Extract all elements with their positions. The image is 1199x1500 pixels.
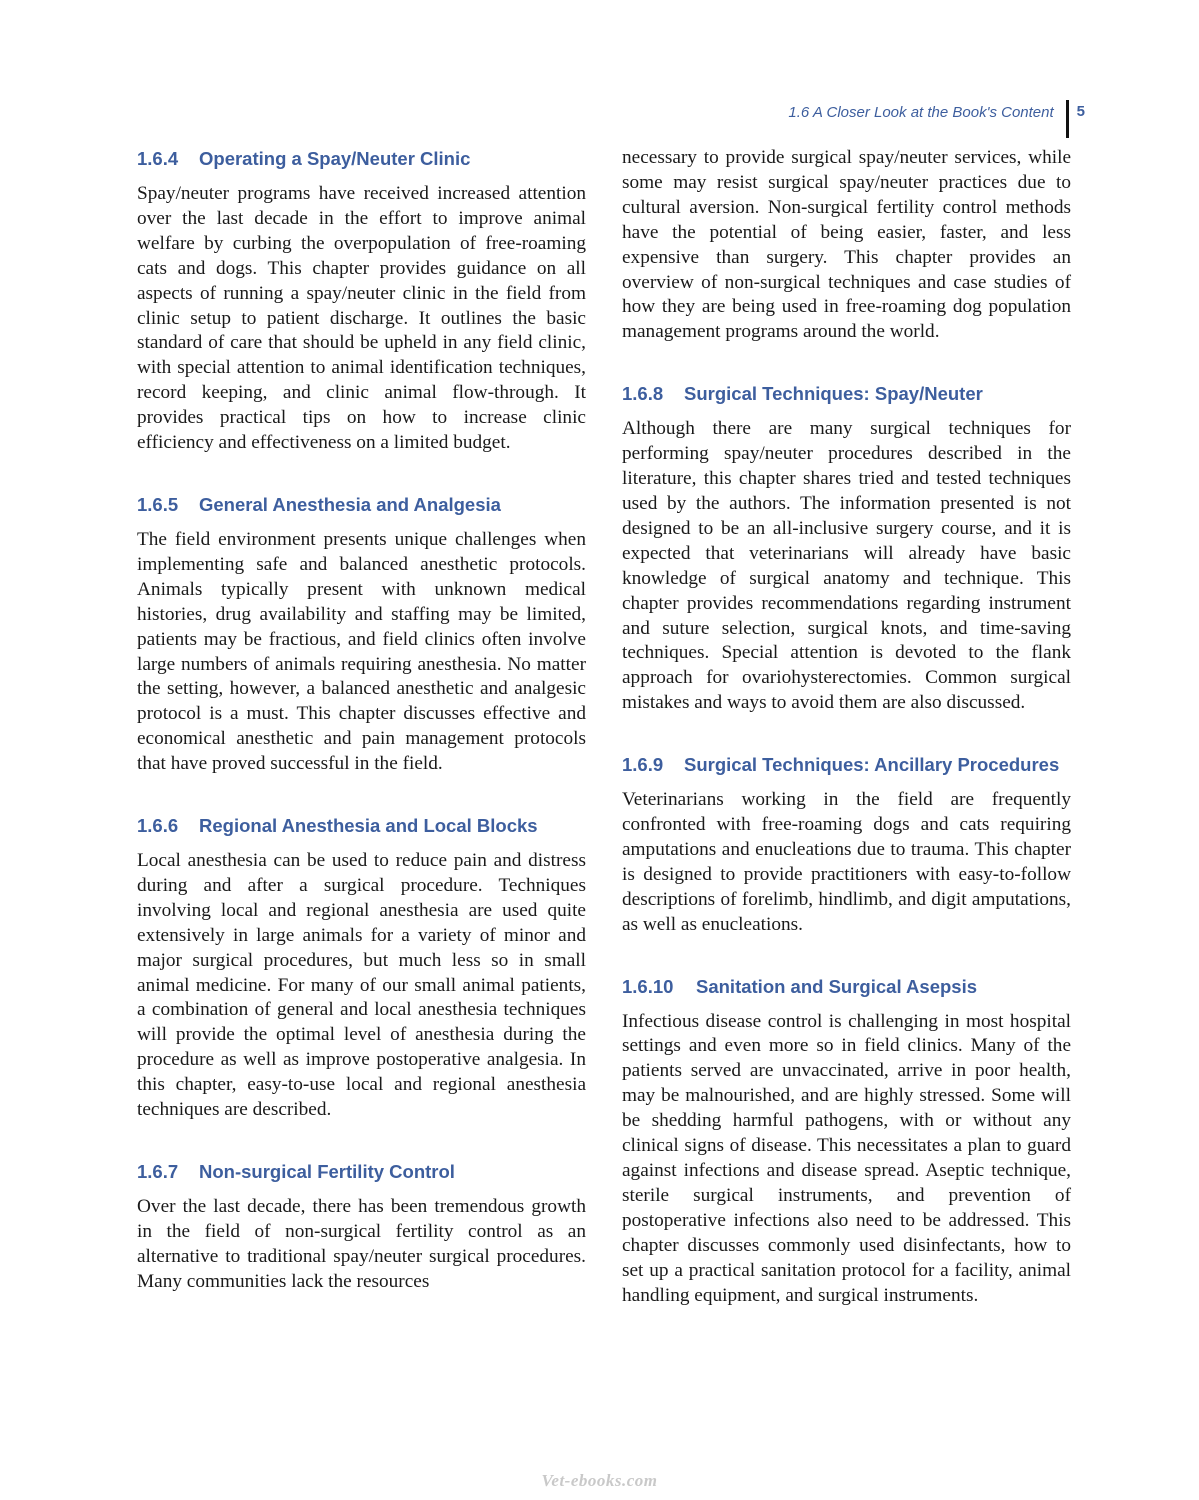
section-paragraph: Veterinarians working in the field are frequently confronted with free-roaming dogs and cats requiring amputations and enucleations due to trauma. This chapter is designed to provide practitioners with easy-to-follow descriptions of forelimb, hindlimb, and digit amputations, as well as enucleations. xyxy=(622,789,1071,935)
section-number: 1.6.6 xyxy=(137,815,179,837)
section-number: 1.6.10 xyxy=(622,975,674,997)
running-title: 1.6 A Closer Look at the Book's Content xyxy=(788,104,1054,121)
section-1-6-7 xyxy=(137,1159,586,1295)
section-1-6-8 xyxy=(622,381,1071,716)
section-title: Surgical Techniques: Spay/Neuter xyxy=(684,383,983,405)
section-heading xyxy=(622,381,1071,407)
section-title: Sanitation and Surgical Asepsis xyxy=(696,975,977,997)
section-1-6-7-continued xyxy=(622,146,1071,345)
section-paragraph: Spay/neuter programs have received increased attention over the last decade in the effort to improve animal welfare by curbing the overpopulation of free-roaming cats and dogs. This chapter provides guidance on all aspects of running a spay/neuter clinic in the field from clinic setup to patient discharge. It outlines the basic standard of care that should be upheld in any field clinic, with special attention to animal identification techniques, record keeping, and clinic animal flow-through. It provides practical tips on how to increase clinic efficiency and effectiveness on a limited budget. xyxy=(137,183,586,454)
page-number: 5 xyxy=(1076,103,1085,120)
section-paragraph-continued: necessary to provide surgical spay/neuter services, while some may resist surgical spay/neuter practices due to cultural aversion. Non-surgical fertility control methods have the potential of being easier, faster, and less expensive than surgery. This chapter provides an overview of non-surgical techniques and case studies of how they are being used in free-roaming dog population management programs around the world. xyxy=(622,147,1071,343)
header-divider xyxy=(1066,100,1069,138)
section-number: 1.6.9 xyxy=(622,754,664,776)
watermark-logo: Vet-ebooks.com xyxy=(541,1471,658,1490)
section-heading xyxy=(622,752,1071,778)
section-heading xyxy=(137,146,586,172)
right-column xyxy=(622,146,1071,1308)
section-1-6-4 xyxy=(137,146,586,456)
section-number: 1.6.4 xyxy=(137,148,179,169)
section-title: Operating a Spay/Neuter Clinic xyxy=(199,148,471,169)
section-heading xyxy=(137,492,586,518)
running-header xyxy=(788,100,1085,138)
section-number: 1.6.7 xyxy=(137,1161,179,1182)
section-number: 1.6.8 xyxy=(622,383,664,405)
section-paragraph: The field environment presents unique challenges when implementing safe and balanced anesthetic protocols. Animals typically present with unknown medical histories, drug availability and staffing may be limited, patients may be fractious, and field clinics often involve large numbers of animals requiring anesthesia. No matter the setting, however, a balanced anesthetic and analgesic protocol is a must. This chapter discusses effective and economical anesthetic and pain management protocols that have proved successful in the field. xyxy=(137,528,586,775)
section-paragraph: Infectious disease control is challenging in most hospital settings and even more so in field clinics. Many of the patients served are unvaccinated, arrive in poor health, may be malnourished, and are highly stressed. Some will be shedding harmful pathogens, with or without any clinical signs of disease. This necessitates a plan to guard against infections and disease spread. Aseptic technique, sterile surgical instruments, and prevention of postoperative infections also need to be addressed. This chapter discusses commonly used disinfectants, how to set up a practical sanitation protocol for a facility, animal handling equipment, and surgical instruments. xyxy=(622,1010,1071,1306)
section-heading xyxy=(137,1159,586,1185)
section-title: Regional Anesthesia and Local Blocks xyxy=(199,815,538,837)
section-number: 1.6.5 xyxy=(137,493,179,515)
section-title: Non-surgical Fertility Control xyxy=(199,1161,455,1182)
section-1-6-6 xyxy=(137,813,586,1123)
section-paragraph: Over the last decade, there has been tremendous growth in the field of non-surgical fertility control as an alternative to traditional spay/neuter surgical procedures. Many communities lack the resources xyxy=(137,1196,586,1292)
section-paragraph: Although there are many surgical techniques for performing spay/neuter procedures described in the literature, this chapter shares tried and tested techniques used by the authors. The information presented is not designed to be an all-inclusive surgery course, and it is expected that veterinarians will already have basic knowledge of surgical anatomy and technique. This chapter provides recommendations regarding instrument and suture selection, surgical knots, and time-saving techniques. Special attention is devoted to the flank approach for ovariohysterectomies. Common surgical mistakes and ways to avoid them are also discussed. xyxy=(622,418,1071,714)
section-heading xyxy=(137,813,586,839)
section-1-6-9 xyxy=(622,752,1071,937)
section-heading xyxy=(622,974,1071,1000)
section-title: Surgical Techniques: Ancillary Procedures xyxy=(684,754,1060,776)
left-column xyxy=(137,146,586,1295)
section-paragraph: Local anesthesia can be used to reduce pain and distress during and after a surgical procedure. Techniques involving local and regional anesthesia are used quite extensively in large animals for a variety of minor and major surgical procedures, but much less so in small animal medicine. For many of our small animal patients, a combination of general and local anesthesia techniques will provide the optimal level of anesthesia during the procedure as well as improve postoperative analgesia. In this chapter, easy-to-use local and regional anesthesia techniques are described. xyxy=(137,850,586,1121)
section-1-6-5 xyxy=(137,492,586,777)
section-title: General Anesthesia and Analgesia xyxy=(199,493,501,515)
section-1-6-10 xyxy=(622,974,1071,1309)
